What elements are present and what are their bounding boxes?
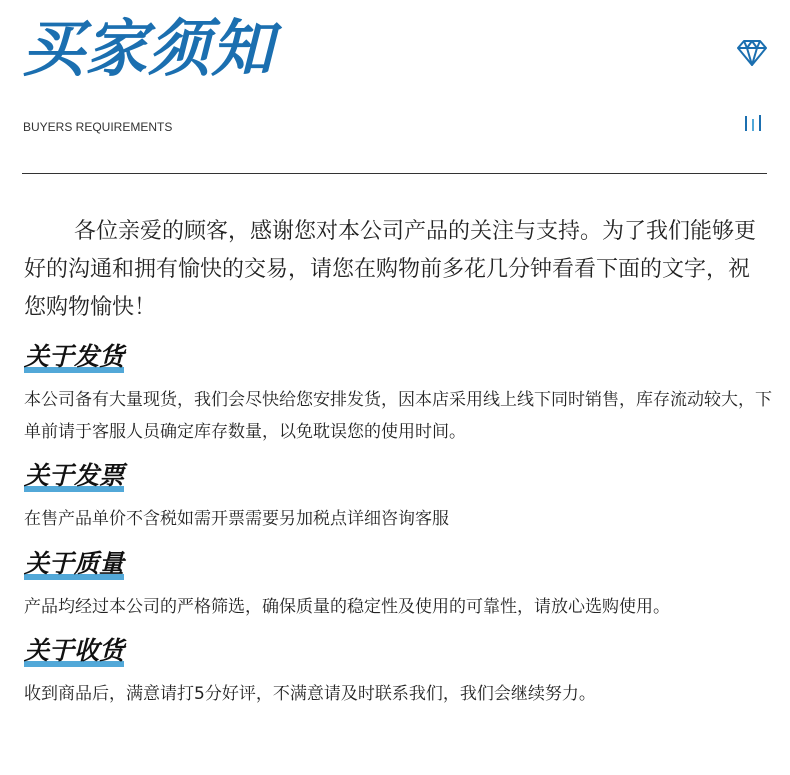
- diamond-icon: [737, 37, 767, 67]
- page-title: 买家须知: [22, 12, 275, 85]
- section-body-shipping: 本公司备有大量现货，我们会尽快给您安排发货，因本店采用线上线下同时销售，库存流动较大，下单前请于客服人员确定库存数量，以免耽误您的使用时间。: [24, 390, 772, 442]
- section-heading-shipping: 关于发货: [24, 342, 125, 371]
- section-body-receipt: 收到商品后，满意请打5分好评，不满意请及时联系我们，我们会继续努力。: [24, 684, 596, 704]
- section-heading-quality: 关于质量: [24, 549, 125, 578]
- bars-icon: [744, 114, 764, 134]
- section-heading-receipt: 关于收货: [24, 636, 125, 665]
- section-body-invoice: 在售产品单价不含税如需开票需要另加税点详细咨询客服: [24, 509, 449, 529]
- section-heading-invoice: 关于发票: [24, 461, 125, 490]
- section-body-quality: 产品均经过本公司的严格筛选，确保质量的稳定性及使用的可靠性，请放心选购使用。: [24, 597, 670, 617]
- intro-paragraph: 各位亲爱的顾客，感谢您对本公司产品的关注与支持。为了我们能够更好的沟通和拥有愉快的交易，请您在购物前多花几分钟看看下面的文字，祝您购物愉快！: [24, 219, 757, 320]
- page-subtitle: BUYERS REQUIREMENTS: [23, 120, 173, 134]
- header-divider: [22, 173, 767, 174]
